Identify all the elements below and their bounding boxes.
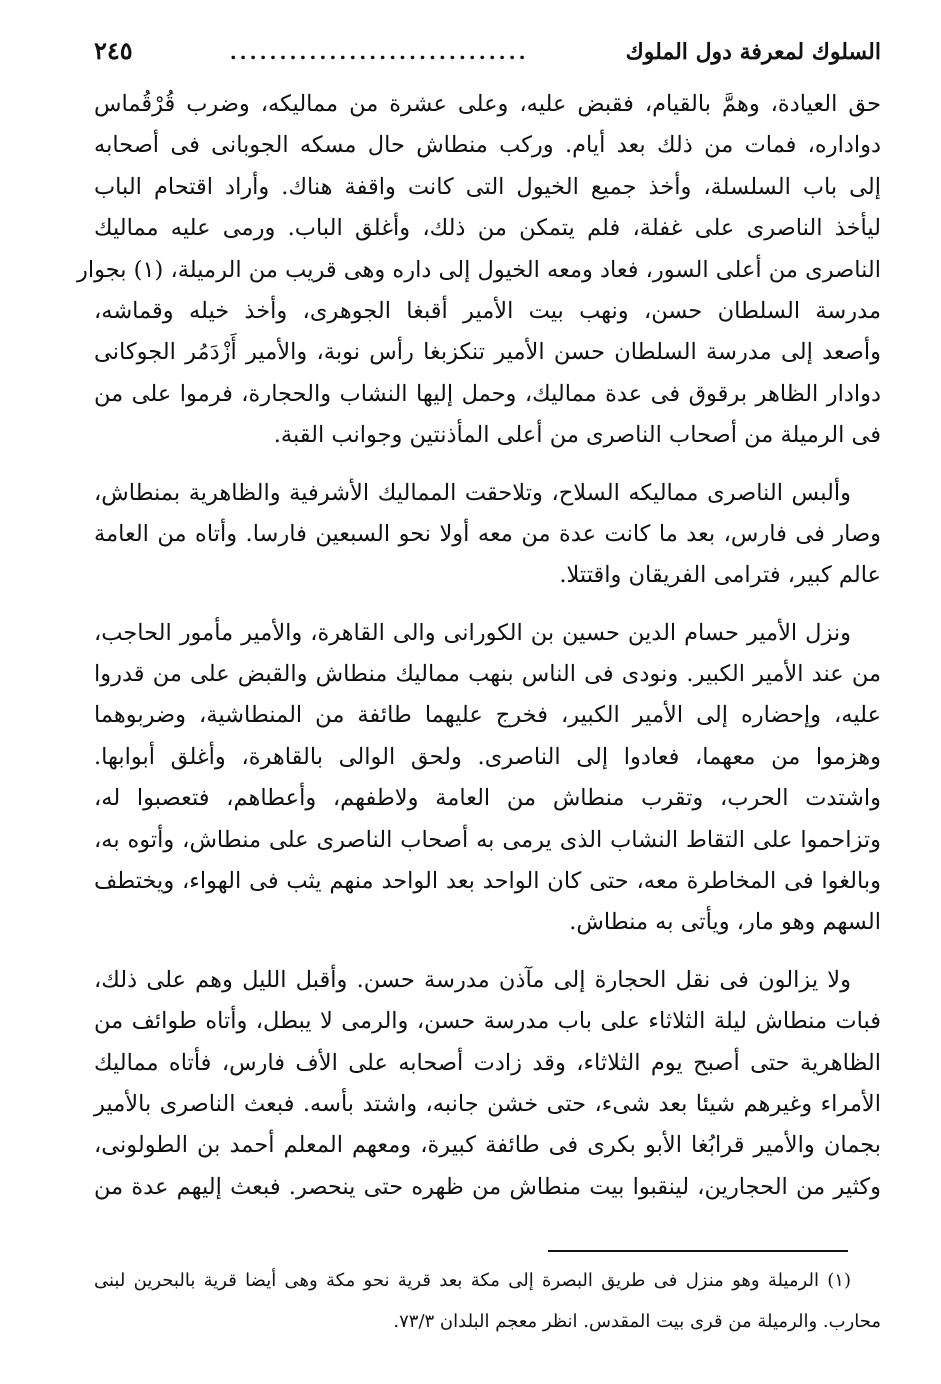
footnote (94, 1264, 881, 1347)
text-line: السهم وهو مار، ويأتى به منطاش. (569, 909, 881, 936)
text-line: دواداره، فمات من ذلك بعد أيام. وركب منطاش حال مسكه الجوبانى فى أصحابه (94, 132, 881, 159)
text-line: عليه، وإحضاره إلى الأمير الكبير، فخرج عليهما طائفة من المنطاشية، وضربوهما (94, 702, 881, 729)
page-number: ٢٤٥ (94, 36, 133, 65)
text-line: دوادار الظاهر برقوق فى عدة مماليك، وحمل إليها النشاب والحجارة، فرموا على من (94, 380, 881, 407)
text-line: فبات منطاش ليلة الثلاثاء على باب مدرسة حسن، والرمى لا يبطل، وأتاه طوائف من (94, 1008, 881, 1035)
paragraph-gap (94, 597, 881, 613)
running-title: السلوك لمعرفة دول الملوك (625, 39, 881, 65)
text-line: ليأخذ الناصرى على غفلة، فلم يتمكن من ذلك، وأغلق الباب. ورمى عليه مماليك (94, 215, 881, 242)
paragraph-2 (94, 473, 881, 597)
text-line: وصار فى فارس، بعد ما كانت عدة من معه أولا نحو السبعين فارسا. وأتاه من العامة (94, 520, 881, 547)
text-line: مدرسة السلطان حسن، ونهب بيت الأمير أقبغا الجوهرى، وأخذ خيله وقماشه، (94, 297, 881, 324)
footnote-divider (548, 1250, 848, 1252)
paragraph-4 (94, 960, 881, 1208)
paragraph-gap (94, 457, 881, 473)
text-line: ونزل الأمير حسام الدين حسين بن الكورانى والى القاهرة، والأمير مأمور الحاجب، (94, 619, 851, 646)
text-line: وأصعد إلى مدرسة السلطان حسن الأمير تنكزبغا رأس نوبة، والأمير أَزْدَمُر الجوكانى (94, 339, 881, 366)
text-line: وتزاحموا على التقاط النشاب الذى يرمى به أصحاب الناصرى على منطاش، وأتوه به، (94, 826, 881, 853)
text-line: عالم كبير، فترامى الفريقان واقتتلا. (559, 562, 881, 589)
text-line: وكثير من الحجارين، لينقبوا بيت منطاش من ظهره حتى ينحصر. فبعث إليهم عدة من (94, 1173, 881, 1200)
paragraph-gap (94, 944, 881, 960)
page-header (94, 36, 881, 76)
text-line: وهزموا من معهما، فعادوا إلى الناصرى. ولحق الوالى بالقاهرة، وأغلق أبوابها. (94, 743, 881, 770)
text-line: وألبس الناصرى مماليكه السلاح، وتلاحقت المماليك الأشرفية والظاهرية بمنطاش، (94, 479, 851, 506)
text-line: حق العيادة، وهمَّ بالقيام، فقبض عليه، وعلى عشرة من مماليكه، وضرب قُرْقُماس (94, 91, 881, 117)
paragraph-1 (76, 84, 881, 457)
text-line: الظاهرية حتى أصبح يوم الثلاثاء، وقد زادت أصحابه على الأف فارس، فأتاه مماليك (94, 1049, 881, 1076)
main-text (76, 84, 881, 1208)
footnote-line: محارب. والرميلة من قرى بيت المقدس. انظر معجم البلدان ٧٣/٣. (393, 1311, 881, 1333)
text-line: الناصرى من أعلى السور، فعاد ومعه الخيول إلى داره وهى قريب من الرميلة، (١) بجوار (76, 256, 881, 283)
text-line: بجمان والأمير قرابُغا الأبو بكرى فى طائفة كبيرة، ومعهم المعلم أحمد بن الطولونى، (94, 1132, 881, 1159)
text-line: من عند الأمير الكبير. ونودى فى الناس بنهب مماليك منطاش والقبض على من قدروا (94, 661, 881, 688)
leader-dots: .............................. (229, 40, 529, 64)
text-line: ولا يزالون فى نقل الحجارة إلى مآذن مدرسة حسن. وأقبل الليل وهم على ذلك، (94, 966, 851, 993)
text-line: وبالغوا فى المخاطرة معه، حتى كان الواحد بعد الواحد منهم يثب فى الهواء، ويختطف (94, 868, 881, 895)
text-line: إلى باب السلسلة، وأخذ جميع الخيول التى كانت واقفة هناك. وأراد اقتحام الباب (94, 173, 881, 200)
paragraph-3 (94, 613, 881, 944)
text-line: فى الرميلة من أصحاب الناصرى من أعلى المأذنتين وجوانب القبة. (273, 422, 881, 449)
text-line: الأمراء وغيرهم شيئا بعد شىء، حتى خشن جانبه، واشتد بأسه. فبعث الناصرى بالأمير (94, 1090, 881, 1117)
footnote-line: (١) الرميلة وهو منزل فى طريق البصرة إلى مكة بعد قرية نحو مكة وهى أيضا قرية بالبحرين لبنى (94, 1270, 851, 1291)
text-line: واشتدت الحرب، وتقرب منطاش من العامة ولاطفهم، وأعطاهم، فتعصبوا له، (94, 785, 881, 812)
